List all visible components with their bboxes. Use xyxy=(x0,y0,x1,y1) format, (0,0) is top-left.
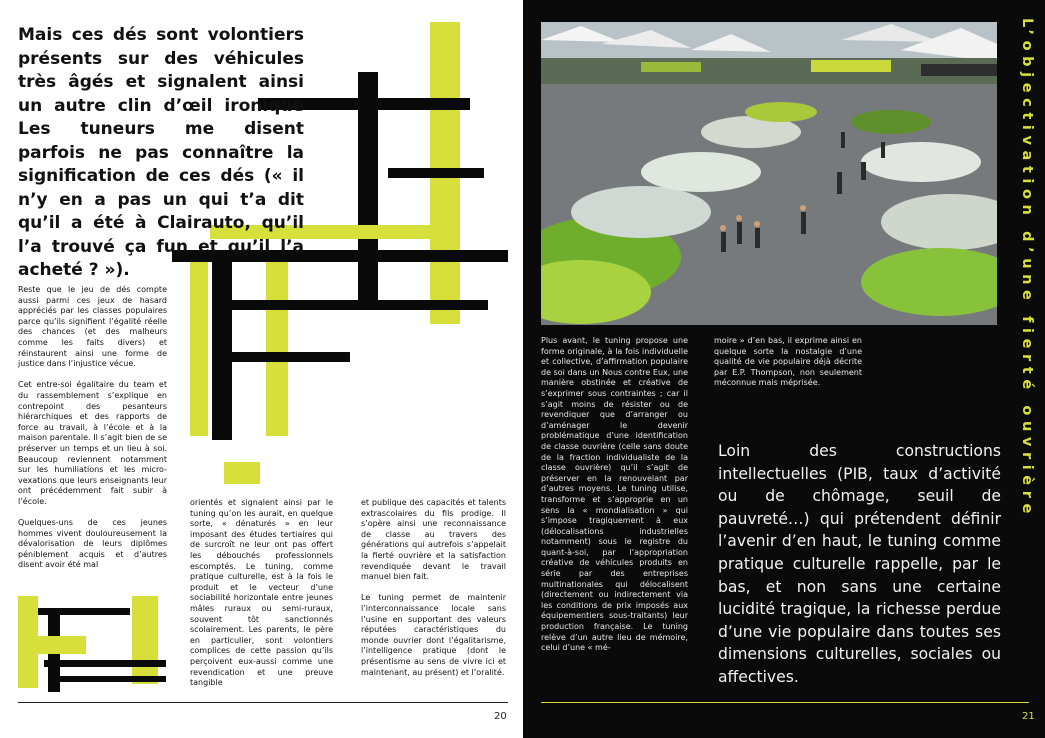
text-column-2 xyxy=(190,498,333,699)
pull-quote: Mais ces dés sont volontiers présents sur des véhicules très âgés et signalent ainsi un autre clin d’œil ironique Les tuneurs me disent parfois ne pas connaître la signification de ces dés (« il n’y en a pas un qui t’a dit qu’il a été à Clairauto, qu’il l’a trouvé ça fun et qu’il l’a acheté ? »). xyxy=(18,25,304,280)
paragraph: Quelques-uns de ces jeunes hommes vivent douloureusement la dévalorisation de leurs diplômes péniblement acquis et d’autres disent avoir été mal xyxy=(18,518,167,570)
photo-illustration xyxy=(541,22,997,325)
black-bar xyxy=(230,352,350,362)
black-bar xyxy=(212,262,232,440)
text-column-1 xyxy=(18,285,167,582)
text-column-3 xyxy=(361,498,506,689)
text-column-right-1: Plus avant, le tuning propose une forme originale, à la fois individuelle et collective, d’affirmation populaire de soi dans un Nous contre Eux, une manière obstinée et créative de s’exprimer sous contraintes ; car il s’agit moins de résister ou de revendiquer que d’arranger ou d’aménager le devenir problématique d’une identification de classe ouvrière (celle sans doute de la fraction individualiste de la classe ouvrière) qu’il s’agit de préserver en la renouvelant par d’autres moyens. Le tuning utilise, transforme et s’approprie en un sens la « mondialisation » qui s’impose tragiquement à eux (délocalisations industrielles notamment) sous le registre du quant-à-soi, par l’appropriation créative de véhicules produits en série par des entreprises multinationales qui délocalisent (directement ou indirectement via les conditions de prix imposés aux équipementiers sous-traitants) leur production française. Le tuning relève d’un autre lieu de mémoire, celui d’une « mé- xyxy=(541,336,688,653)
yellow-bar xyxy=(266,262,288,436)
vertical-section-title: L’objectivation d’une fierté ouvrière xyxy=(1019,18,1035,519)
paragraph: Cet entre-soi égalitaire du team et du rassemblement s’explique en contrepoint des pesanteurs hiérarchiques et des rapports de force au travail, à l’école et à la maison parentale. Il s’agit bien de se préserver un temps et un lieu à soi. Beaucoup reviennent notamment sur les humiliations et les micro-vexations que leurs enseignants leur ont précédemment fait subir à l’école. xyxy=(18,380,167,506)
paragraph: Le tuning permet de maintenir l’interconnaissance locale sans l’usine en supportant des valeurs réputées caractéristiques du monde ouvrier dont l’égalitarisme, l’intelligence pratique (dont le présentisme au sens de vivre ici et maintenant, au présent) et l’oralité. xyxy=(361,593,506,677)
paragraph: orientés et signalent ainsi par le tuning qu’on les aurait, en quelque sorte, « dénaturés » en leur imposant des études tertiaires qui de surcroît ne leur ont pas offert les débouchés professionnels escomptés. Le tuning, comme pratique culturelle, est à la fois le produit et le vecteur d’une sociabilité horizontale entre jeunes mâles ruraux ou semi-ruraux, souvent tôt sanctionnés scolairement. Les parents, le père en particulier, sont volontiers complices de cette passion qu’ils perçoivent eux-aussi comme une revendication et une preuve tangible xyxy=(190,498,333,688)
black-bar xyxy=(228,300,488,310)
black-bar xyxy=(388,168,484,178)
yellow-bar xyxy=(224,462,260,484)
page-number: 20 xyxy=(494,711,507,722)
black-bar xyxy=(52,676,166,682)
yellow-bar xyxy=(190,262,208,436)
tuning-show-photo xyxy=(541,22,997,325)
footer-divider xyxy=(18,702,508,703)
paragraph: Reste que le jeu de dés compte aussi parmi ces jeux de hasard appréciés par les classes populaires parce qu’ils signifient l’égalité réelle des chances (et des malheurs comme les faits divers) et réinstaurent ainsi une forme de justice dans l’injustice vécue. xyxy=(18,285,167,369)
yellow-bar xyxy=(20,636,86,654)
paragraph: et publique des capacités et talents extrascolaires du fils prodige. Il s’opère ainsi une reconnaissance de classe au travers des générations qui autrefois s’appelait la fierté ouvrière et la satisfaction revendiquée devant le travail manuel bien fait. xyxy=(361,498,506,582)
text-column-right-2: moire » d’en bas, il exprime ainsi en quelque sorte la nostalgie d’une qualité de vie populaire déjà décrite par E.P. Thompson, non seulement méconnue mais méprisée. xyxy=(714,336,862,388)
black-bar xyxy=(44,660,166,667)
right-page xyxy=(523,0,1045,738)
highlight-quote: Loin des constructions intellectuelles (PIB, taux d’activité ou de chômage, seuil de pauvreté…) qui prétendent définir l’avenir d’en haut, le tuning comme pratique culturelle rappelle, par le bas, et non sans une certaine lucidité tragique, la richesse perdue d’une vie populaire dans toutes ses dimensions culturelles, sociales ou affectives. xyxy=(718,442,1001,686)
page-number: 21 xyxy=(1022,711,1035,722)
yellow-bar xyxy=(132,596,158,684)
footer-divider xyxy=(541,702,1029,703)
